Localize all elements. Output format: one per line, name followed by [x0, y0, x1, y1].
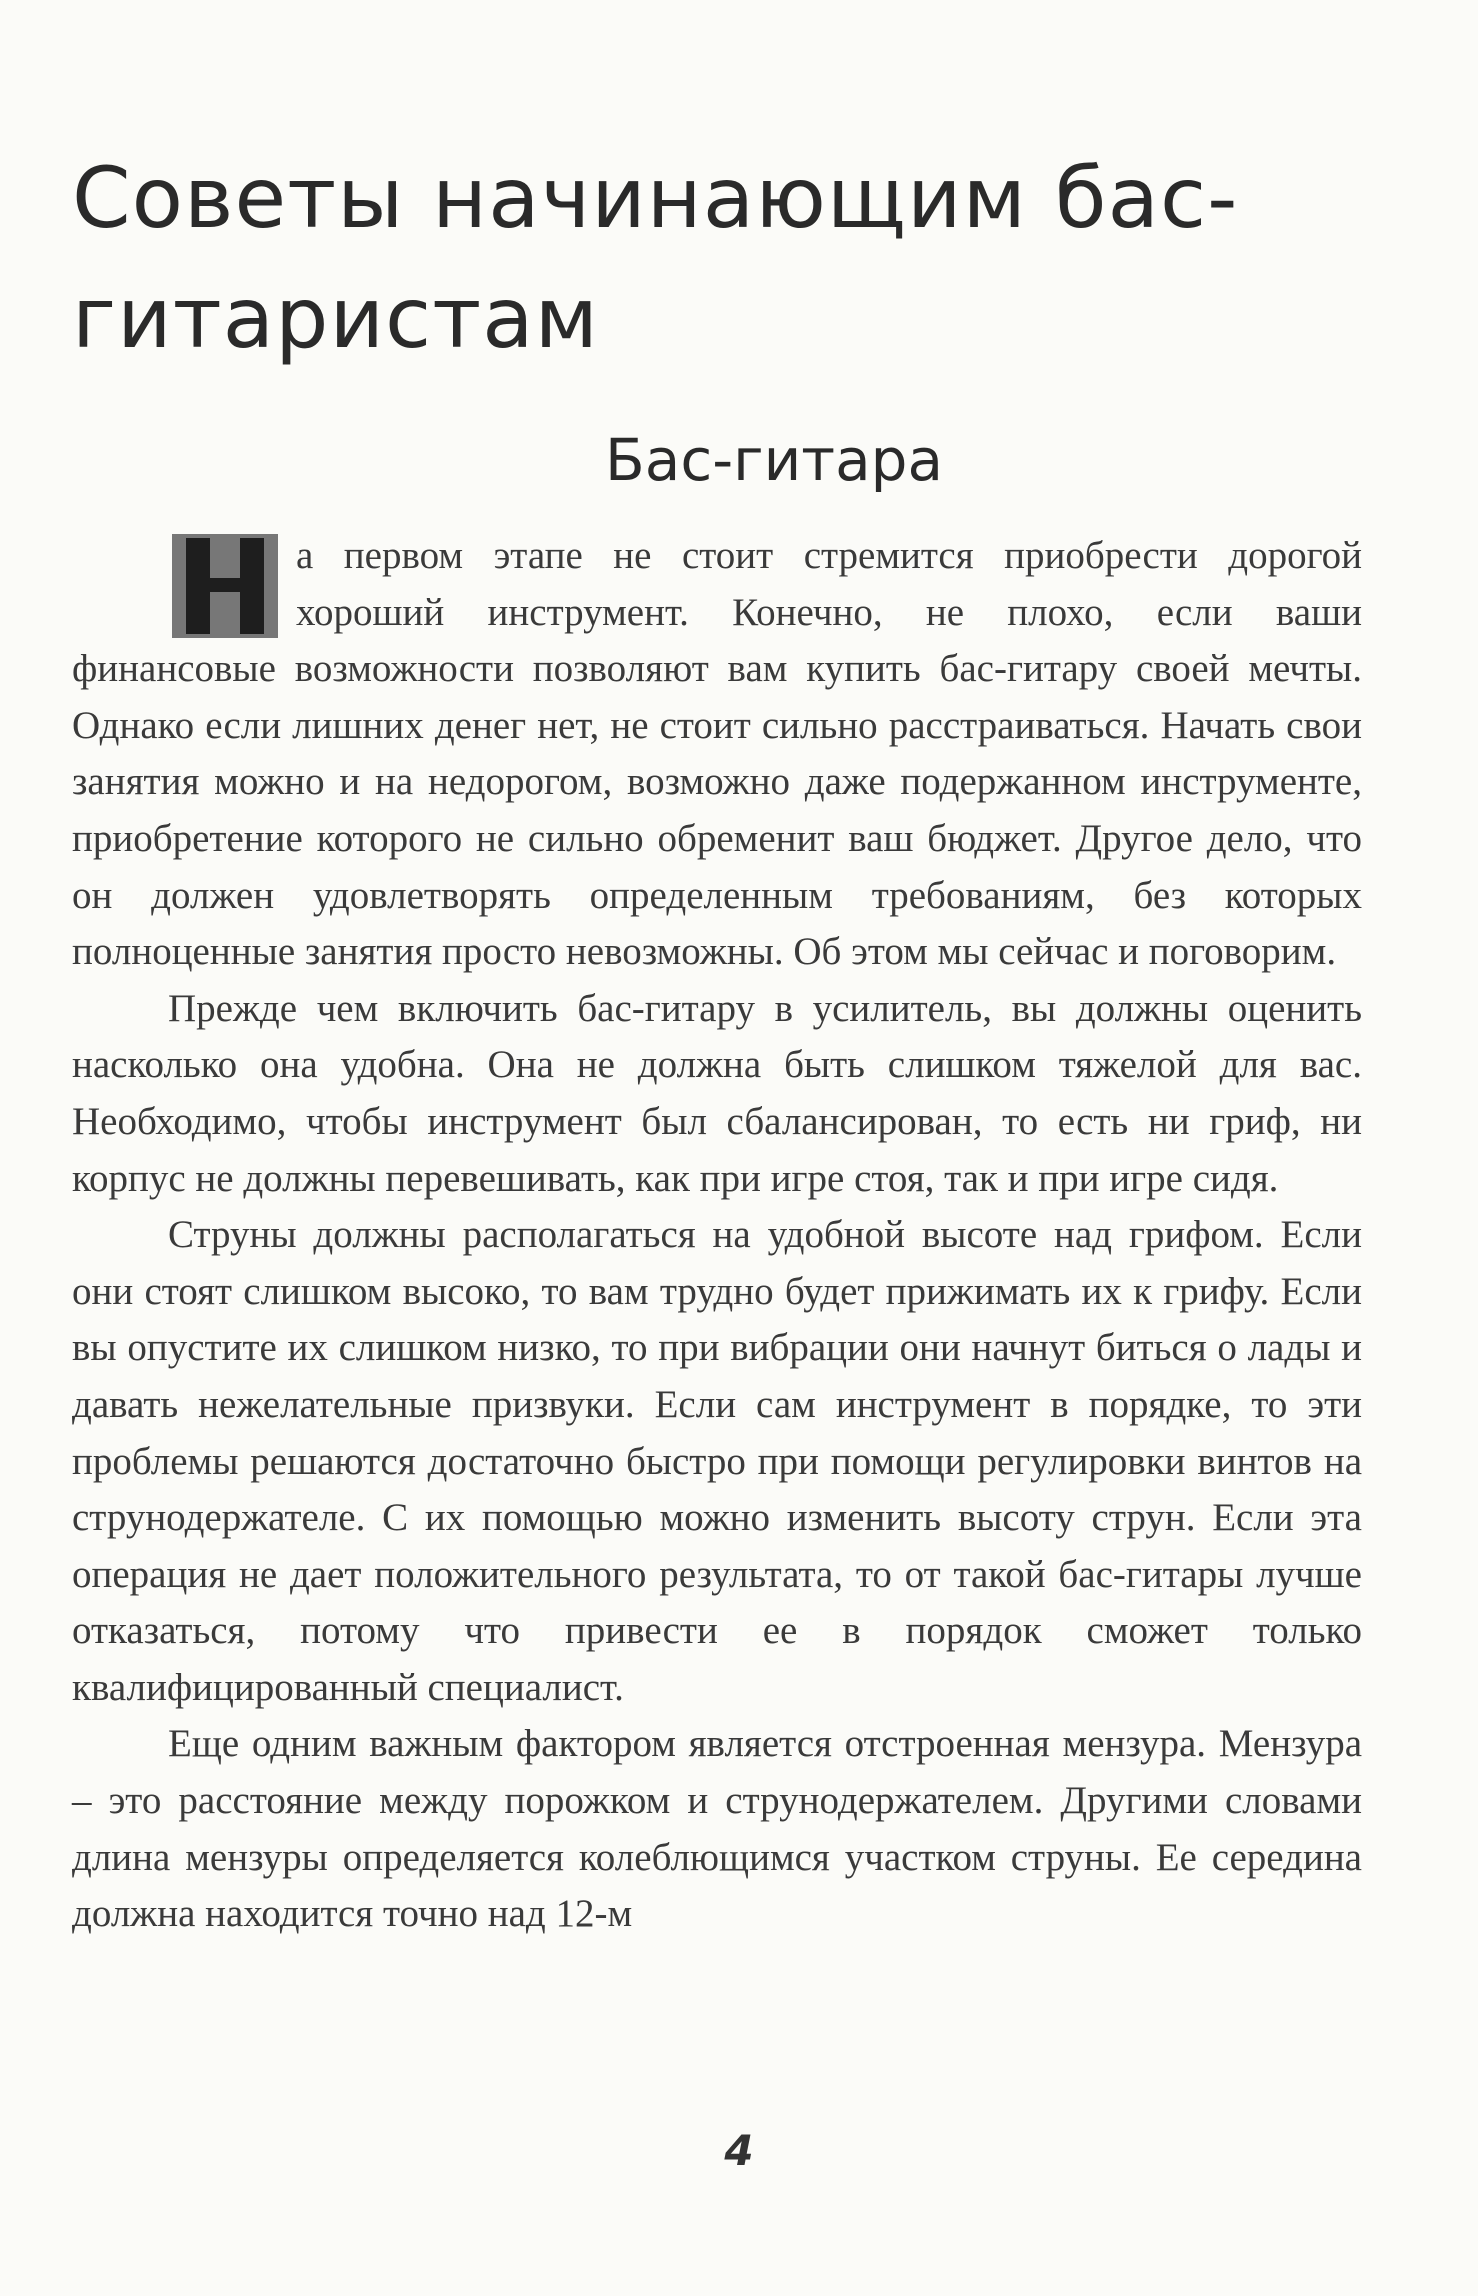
section-title: Бас-гитара [604, 426, 943, 494]
paragraph-3: Струны должны располагаться на удобной высоте над грифом. Если они стоят слишком высоко, то вам трудно будет прижимать их к грифу. Если вы опустите их слишком низко, то при вибрации они начнут биться о лады и давать нежелательные призвуки. Если сам инструмент в порядке, то эти проблемы решаются достаточно быстро при помощи регулировки винтов на струнодержателе. С их помощью можно изменить высоту струн. Если эта операция не дает положительного результата, то от такой бас-гитары лучше отказаться, потому что привести ее в порядок сможет только квалифицированный специалист. [72, 1213, 1362, 1709]
chapter-title: Советы начинающим бас-гитаристам [72, 149, 1239, 367]
paragraph-2: Прежде чем включить бас-гитару в усилитель, вы должны оценить насколько она удобна. Она не должна быть слишком тяжелой для вас. Необходимо, чтобы инструмент был сбалансирован, то есть ни гриф, ни корпус не должны перевешивать, как при игре стоя, так и при игре сидя. [72, 986, 1362, 1200]
paragraph-1 [72, 528, 1362, 981]
dropcap [172, 534, 278, 638]
paragraph-1-text: а первом этапе не стоит стремится приобрести дорогой хороший инструмент. Конечно, не плохо, если ваши финансовые возможности позволяют вам купить бас-гитару своей мечты. Однако если лишних денег нет, не стоит сильно расстраиваться. Начать свои занятия можно и на недорогом, возможно даже подержанном инструменте, приобретение которого не сильно обременит ваш бюджет. Другое дело, что он должен удовлетворять определенным требованиям, без которых полноценные занятия просто невозможны. Об этом мы сейчас и поговорим. [72, 534, 1362, 974]
dropcap-letter-graphic [172, 534, 278, 638]
page-number: 4 [724, 2126, 754, 2175]
paragraph-4: Еще одним важным фактором является отстроенная мензура. Мензура – это расстояние между порожком и струнодержателем. Другими словами длина мензуры определяется колеблющимся участком струны. Ее середина должна находится точно над 12-м [72, 1722, 1362, 1936]
body-text [72, 528, 1362, 1943]
